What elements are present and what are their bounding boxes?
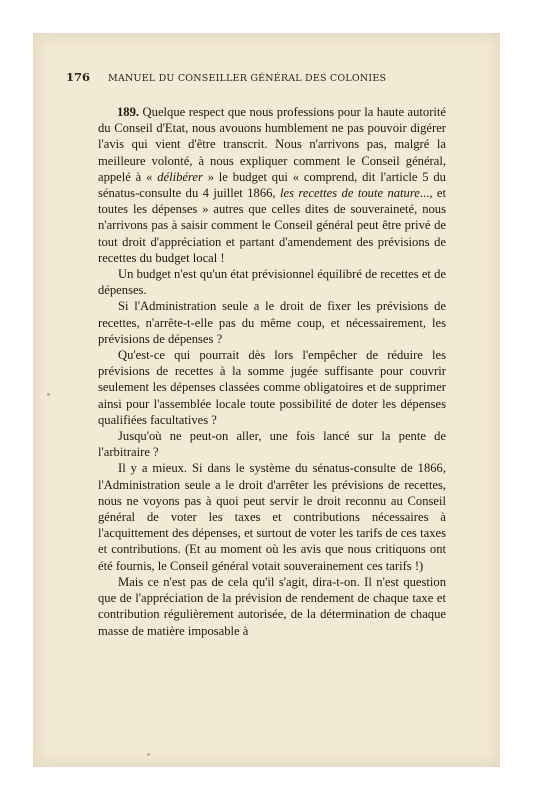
- paragraph: Si l'Administration seule a le droit de fixer les prévisions de recettes, n'arrête-t-elle pas du même coup, et nécessairement, les prévisions de dépenses ?: [98, 299, 446, 346]
- paragraph: Jusqu'où ne peut-on aller, une fois lancé sur la pente de l'arbitraire ?: [98, 429, 446, 460]
- paragraph: Mais ce n'est pas de cela qu'il s'agit, dira-t-on. Il n'est question que de l'appréciation de la prévision de rendement de chaque taxe et contribution régulièrement autorisée, de la détermination de chaque masse de matière imposable à: [98, 574, 446, 638]
- paper-speck: [147, 753, 150, 756]
- body-text: [98, 104, 446, 639]
- page-number: 176: [66, 70, 91, 84]
- paragraph-number: 189.: [117, 105, 140, 119]
- paragraph: Il y a mieux. Si dans le système du sénatus-consulte de 1866, l'Administration seule a le droit d'arrêter les prévisions de recettes, nous ne voyons pas à quoi peut servir le droit reconnu au Conseil général de voter les taxes et contributions nécessaires à l'acquittement des dépenses, et surtout de voter les tarifs de ces taxes et contributions. (Et au moment où les avis que nous critiquons ont été fournis, le Conseil général votait souverainement ces tarifs !): [98, 461, 446, 573]
- running-title: MANUEL DU CONSEILLER GÉNÉRAL DES COLONIES: [108, 73, 387, 84]
- running-header: [66, 70, 446, 84]
- paragraph-189: 189. Quelque respect que nous professions pour la haute autorité du Conseil d'Etat, nous avouons humblement ne pas pouvoir digérer l'avis qui vient d'être transcrit. Nous n'arrivons pas, malgré la meilleure volonté, à nous expliquer comment le Conseil général, appelé à « délibérer » le budget qui « comprend, dit l'article 5 du sénatus-consulte du 4 juillet 1866, les recettes de toute nature..., et toutes les dépenses » autres que celles dites de souveraineté, nous n'arrivons pas à saisir comment le Conseil général peut être privé de tout droit d'appréciation et partant d'amendement des prévisions de recettes du budget local !: [98, 105, 447, 265]
- paper-speck: [47, 393, 50, 396]
- paragraph: Un budget n'est qu'un état prévisionnel équilibré de recettes et de dépenses.: [98, 267, 446, 298]
- paragraph: Qu'est-ce qui pourrait dès lors l'empêcher de réduire les prévisions de recettes à la somme jugée suffisante pour couvrir seulement les dépenses classées comme obligatoires et de supprimer ainsi pour l'assemblée locale toute possibilité de doter les dépenses qualifiées facultatives ?: [98, 348, 446, 427]
